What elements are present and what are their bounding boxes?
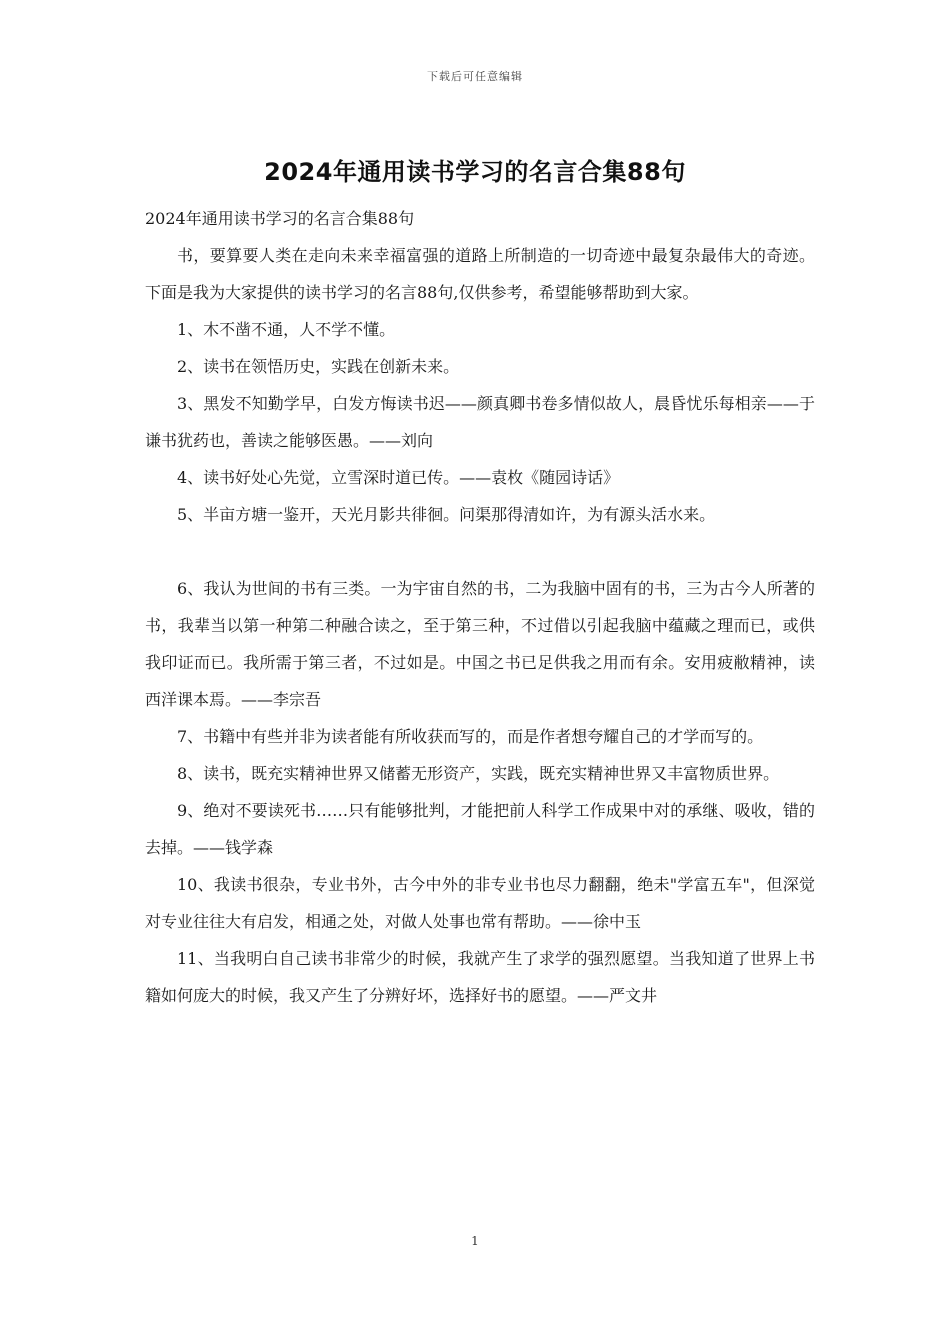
subtitle: 2024年通用读书学习的名言合集88句 [145, 209, 415, 228]
header-note: 下载后可任意编辑 [427, 70, 523, 83]
quote-item: 5、半亩方塘一鉴开，天光月影共徘徊。问渠那得清如许，为有源头活水来。 [177, 505, 716, 524]
document-body [145, 200, 815, 1014]
quote-item: 2、读书在领悟历史，实践在创新未来。 [177, 357, 460, 376]
blank-line [145, 533, 815, 570]
quote-item: 11、当我明白自己读书非常少的时候，我就产生了求学的强烈愿望。当我知道了世界上书籍如何庞大的时候，我又产生了分辨好坏，选择好书的愿望。——严文井 [145, 949, 815, 1005]
document-title: 2024年通用读书学习的名言合集88句 [264, 158, 686, 186]
quote-item: 1、木不凿不通，人不学不懂。 [177, 320, 396, 339]
page-number: 1 [471, 1234, 479, 1248]
quote-item: 6、我认为世间的书有三类。一为宇宙自然的书，二为我脑中固有的书，三为古今人所著的书，我辈当以第一种第二种融合读之，至于第三种，不过借以引起我脑中蕴藏之理而已，或供我印证而已。我所需于第三者，不过如是。中国之书已足供我之用而有余。安用疲敝精神，读西洋课本焉。——李宗吾 [145, 579, 815, 709]
intro-paragraph: 书，要算要人类在走向未来幸福富强的道路上所制造的一切奇迹中最复杂最伟大的奇迹。下面是我为大家提供的读书学习的名言88句,仅供参考，希望能够帮助到大家。 [145, 246, 815, 302]
quote-item: 8、读书，既充实精神世界又储蓄无形资产，实践，既充实精神世界又丰富物质世界。 [177, 764, 780, 783]
quote-item: 3、黑发不知勤学早，白发方悔读书迟——颜真卿书卷多情似故人，晨昏忧乐每相亲——于谦书犹药也，善读之能够医愚。——刘向 [145, 394, 815, 450]
quote-item: 4、读书好处心先觉，立雪深时道已传。——袁枚《随园诗话》 [177, 468, 620, 487]
quote-item: 9、绝对不要读死书……只有能够批判，才能把前人科学工作成果中对的承继、吸收，错的去掉。——钱学森 [145, 801, 815, 857]
quote-item: 7、书籍中有些并非为读者能有所收获而写的，而是作者想夸耀自己的才学而写的。 [177, 727, 764, 746]
quote-item: 10、我读书很杂，专业书外，古今中外的非专业书也尽力翻翻，绝未"学富五车"，但深觉对专业往往大有启发，相通之处，对做人处事也常有帮助。——徐中玉 [145, 875, 815, 931]
